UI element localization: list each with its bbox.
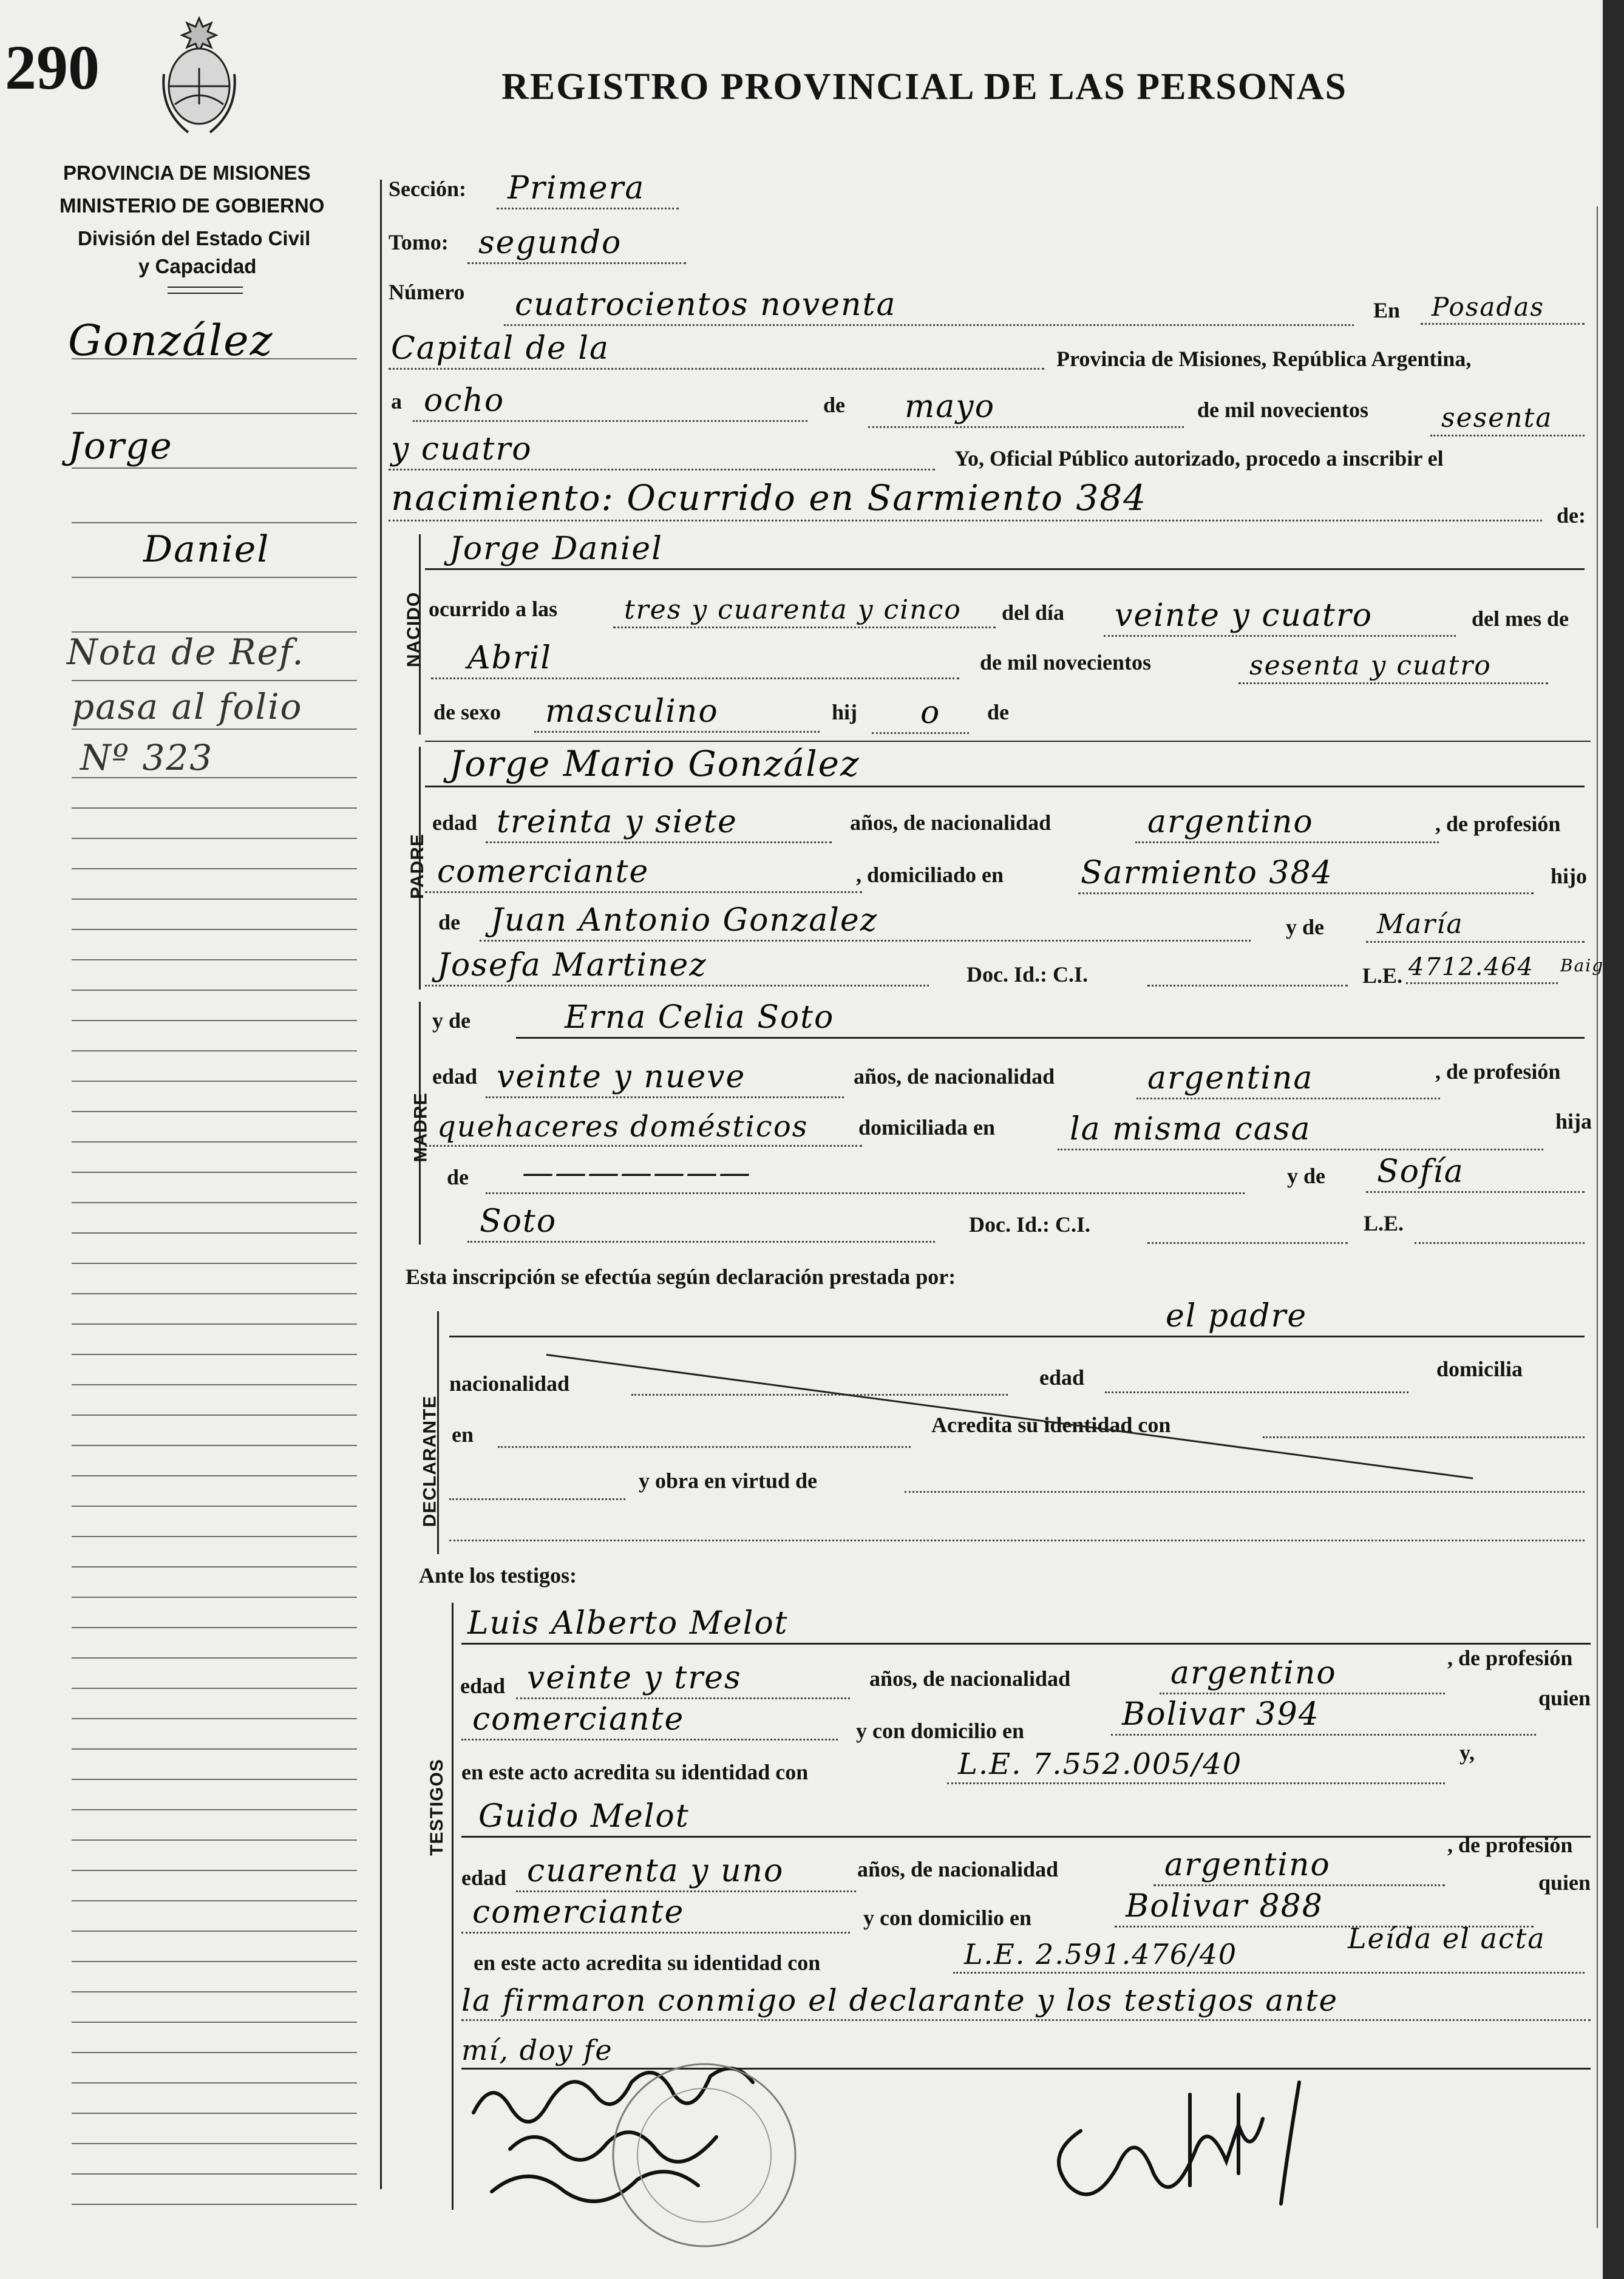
value-padre-madre-2: Josefa Martinez — [437, 947, 707, 983]
label-decl-acredita: Acredita su identidad con — [931, 1413, 1171, 1437]
label-hij: hij — [832, 700, 858, 724]
label-ante-testigos: Ante los testigos: — [419, 1563, 577, 1588]
value-padre-madre-1: María — [1377, 909, 1464, 940]
value-nacido-nombre: Jorge Daniel — [449, 531, 663, 567]
field-cierre-2 — [461, 1985, 1591, 2021]
label-tomo: Tomo: — [389, 230, 449, 254]
label-a: a — [391, 389, 402, 413]
label-madre-doc: Doc. Id.: C.I. — [969, 1212, 1091, 1237]
field-madre-nac — [1136, 1060, 1440, 1099]
label-t1-y: y, — [1459, 1741, 1475, 1765]
label-t1-prof: , de profesión — [1447, 1646, 1573, 1670]
document-title: REGISTRO PROVINCIAL DE LAS PERSONAS — [501, 66, 1347, 107]
field-madre-madre-1 — [1366, 1153, 1585, 1193]
value-padre-le-suffix: Baig — [1560, 956, 1605, 976]
margin-surname: González — [68, 316, 274, 365]
value-sexo: masculino — [545, 693, 719, 730]
margin-note-3: Nº 323 — [80, 737, 214, 778]
nacido-bottom-rule — [425, 741, 1591, 742]
field-madre-nombre — [516, 999, 1585, 1039]
field-anio-2 — [389, 431, 935, 470]
label-nacido: NACIDO — [404, 591, 424, 668]
label-madre-le: L.E. — [1364, 1211, 1404, 1235]
label-del-dia: del día — [1002, 600, 1065, 625]
label-t2-prof: , de profesión — [1447, 1833, 1573, 1857]
value-madre-padre: ——————— — [522, 1155, 752, 1191]
label-padre-doc: Doc. Id.: C.I. — [967, 962, 1089, 987]
value-en: Posadas — [1432, 292, 1544, 322]
field-padre-le — [1406, 948, 1558, 984]
label-padre-de: de — [438, 910, 460, 934]
margin-name-1: Jorge — [68, 425, 173, 467]
field-padre-madre-2 — [425, 947, 929, 987]
label-t1-anios: años, de nacionalidad — [869, 1666, 1071, 1691]
label-decl-en: en — [452, 1422, 474, 1447]
value-t2-prof: comerciante — [472, 1894, 685, 1931]
label-padre-hijo: hijo — [1551, 864, 1588, 888]
label-decl-nacionalidad: nacionalidad — [449, 1371, 570, 1396]
label-madre-dom: domiciliada en — [858, 1115, 996, 1140]
label-en: En — [1373, 298, 1401, 322]
label-decl-domicilia: domicilia — [1436, 1357, 1523, 1381]
field-declarante — [449, 1298, 1585, 1337]
label-del-mes: del mes de — [1472, 606, 1569, 631]
field-t1-dom — [1111, 1696, 1536, 1736]
field-decl-en — [498, 1412, 911, 1448]
value-hora: tres y cuarenta y cinco — [624, 594, 962, 625]
field-t1-edad — [516, 1660, 850, 1699]
value-cierre-2: la firmaron conmigo el declarante y los testigos ante — [461, 1983, 1339, 2018]
label-ocurrido: ocurrido a las — [429, 597, 557, 621]
label-madre-prof: , de profesión — [1435, 1059, 1561, 1084]
field-dia-nac — [1104, 597, 1456, 637]
field-en — [1421, 289, 1585, 325]
field-t1-doc — [947, 1748, 1445, 1784]
value-padre-nac: argentino — [1147, 804, 1314, 840]
label-de-colon: de: — [1557, 503, 1586, 528]
field-madre-ci — [1147, 1208, 1348, 1244]
value-t2-nac: argentino — [1164, 1847, 1331, 1883]
value-mes-nac: Abril — [467, 640, 552, 676]
label-padre-anios: años, de nacionalidad — [850, 810, 1052, 835]
field-t2-edad — [516, 1853, 856, 1892]
field-t2-nombre — [461, 1798, 1591, 1838]
coat-of-arms — [151, 13, 248, 141]
value-madre-prof: quehaceres domésticos — [437, 1110, 809, 1144]
label-madre: MADRE — [410, 1092, 431, 1163]
value-hij: o — [920, 695, 941, 731]
value-cierre-3: mí, doy fe — [461, 2034, 613, 2067]
value-madre-madre-2: Soto — [480, 1203, 557, 1240]
margin-name-2: Daniel — [143, 528, 270, 571]
office-division: División del Estado Civil — [78, 227, 311, 250]
value-anio-1: sesenta — [1441, 402, 1553, 433]
value-t2-dom: Bolivar 888 — [1126, 1888, 1323, 1924]
field-numero — [504, 287, 1354, 326]
signature-block — [461, 2058, 1591, 2252]
label-t2-quien: quien — [1538, 1870, 1591, 1895]
field-capital — [389, 330, 1044, 370]
label-provincia: Provincia de Misiones, República Argentina, — [1056, 347, 1472, 371]
value-inscribir: nacimiento: Ocurrido en Sarmiento 384 — [391, 477, 1147, 518]
label-madre-y-de-2: y de — [1287, 1164, 1325, 1188]
field-hij — [872, 695, 969, 734]
label-testigos: TESTIGOS — [426, 1759, 447, 1856]
field-seccion — [497, 170, 679, 209]
value-tomo: segundo — [478, 225, 622, 261]
value-anio-2: y cuatro — [391, 431, 532, 467]
value-t2-doc: L.E. 2.591.476/40 — [964, 1938, 1238, 1971]
label-declarante: DECLARANTE — [420, 1395, 440, 1527]
office-capacity: y Capacidad — [138, 255, 257, 277]
field-decl-extra — [449, 1506, 1585, 1541]
label-t1-dom: y con domicilio en — [856, 1719, 1024, 1743]
margin-note-2: pasa al folio — [72, 686, 303, 727]
value-t1-nombre: Luis Alberto Melot — [467, 1605, 789, 1642]
field-padre-madre-1 — [1366, 907, 1585, 943]
field-sexo — [534, 693, 820, 733]
label-t1-acredita: en este acto acredita su identidad con — [461, 1760, 809, 1784]
label-padre-le: L.E. — [1362, 963, 1403, 988]
field-t2-prof — [461, 1894, 850, 1934]
value-madre-nac: argentina — [1147, 1060, 1314, 1096]
value-capital: Capital de la — [391, 330, 610, 367]
value-madre-madre-1: Sofía — [1377, 1153, 1464, 1190]
label-yo: Yo, Oficial Público autorizado, procedo a inscribir el — [954, 446, 1444, 470]
value-padre-le: 4712.464 — [1408, 953, 1534, 981]
field-decl-edad — [1105, 1357, 1408, 1393]
value-dia: ocho — [424, 382, 505, 419]
entry-number: 290 — [5, 33, 100, 103]
value-t1-doc: L.E. 7.552.005/40 — [958, 1747, 1243, 1781]
value-mes: mayo — [905, 389, 995, 425]
field-madre-edad — [486, 1059, 844, 1098]
label-t1-quien: quien — [1538, 1686, 1591, 1710]
label-de-mil-2: de mil novecientos — [980, 650, 1151, 674]
field-decl-acredita — [1263, 1402, 1585, 1438]
field-t1-nombre — [461, 1605, 1591, 1645]
field-anio-nac — [1238, 648, 1548, 684]
label-decl-obra: y obra en virtud de — [639, 1469, 818, 1493]
office-ministry: MINISTERIO DE GOBIERNO — [59, 194, 325, 217]
label-de-mil: de mil novecientos — [1197, 398, 1368, 422]
office-province: PROVINCIA DE MISIONES — [63, 161, 311, 184]
value-anio-nac: sesenta y cuatro — [1249, 650, 1492, 681]
field-decl-obra — [905, 1457, 1585, 1493]
field-t1-nac — [1160, 1655, 1445, 1694]
office-divider — [168, 287, 243, 288]
label-madre-edad: edad — [432, 1064, 478, 1089]
field-padre-prof — [425, 854, 862, 893]
label-padre-dom: , domiciliado en — [856, 863, 1004, 887]
margin-note-1: Nota de Ref. — [67, 631, 305, 673]
field-madre-padre — [486, 1155, 1245, 1194]
label-numero: Número — [389, 280, 465, 304]
field-madre-madre-2 — [467, 1203, 935, 1243]
field-madre-dom — [1058, 1111, 1543, 1150]
field-tomo — [467, 225, 686, 264]
field-dia — [413, 382, 807, 422]
label-de-sexo-de: de — [987, 700, 1009, 724]
value-t2-nombre: Guido Melot — [478, 1798, 690, 1835]
field-padre-edad — [486, 804, 832, 843]
value-numero: cuatrocientos noventa — [515, 287, 897, 323]
field-t2-nac — [1153, 1847, 1445, 1886]
field-inscribir — [389, 477, 1542, 521]
value-padre-prof: comerciante — [437, 854, 650, 890]
field-padre-nombre — [425, 743, 1585, 787]
value-t1-dom: Bolivar 394 — [1122, 1696, 1320, 1733]
signature-oficial — [1059, 2082, 1299, 2204]
main-frame-left — [380, 180, 382, 2189]
value-t1-prof: comerciante — [472, 1701, 685, 1737]
field-t1-prof — [461, 1701, 838, 1741]
field-anio-1 — [1430, 401, 1585, 436]
label-t1-edad: edad — [460, 1674, 506, 1698]
testigos-bracket — [452, 1603, 454, 2210]
value-t1-edad: veinte y tres — [527, 1660, 742, 1696]
label-padre-prof: , de profesión — [1435, 812, 1561, 836]
label-t2-dom: y con domicilio en — [863, 1906, 1031, 1930]
field-padre-padre — [480, 902, 1251, 942]
value-seccion: Primera — [508, 170, 645, 206]
value-madre-dom: la misma casa — [1070, 1111, 1311, 1147]
field-padre-nac — [1135, 804, 1439, 843]
field-madre-le — [1415, 1208, 1585, 1244]
label-esta-inscripcion: Esta inscripción se efectúa según declaración prestada por: — [406, 1265, 956, 1289]
field-mes — [868, 389, 1184, 428]
label-madre-y-de: y de — [432, 1008, 471, 1033]
main-frame-right — [1597, 206, 1598, 2228]
value-padre-nombre: Jorge Mario González — [449, 743, 860, 784]
label-t2-edad: edad — [461, 1866, 507, 1890]
label-madre-de: de — [447, 1165, 469, 1189]
label-padre-edad: edad — [432, 810, 478, 835]
field-padre-dom — [1078, 855, 1534, 894]
value-padre-dom: Sarmiento 384 — [1081, 855, 1333, 891]
label-t2-anios: años, de nacionalidad — [857, 1857, 1059, 1881]
field-hora — [613, 593, 996, 628]
value-padre-padre: Juan Antonio Gonzalez — [491, 902, 878, 939]
label-seccion: Sección: — [389, 177, 466, 201]
label-padre-y-de: y de — [1286, 915, 1324, 939]
value-t2-edad: cuarenta y uno — [527, 1853, 784, 1889]
field-padre-ci — [1147, 951, 1348, 987]
value-dia-nac: veinte y cuatro — [1115, 597, 1373, 634]
value-madre-edad: veinte y nueve — [497, 1059, 746, 1095]
field-madre-prof — [425, 1111, 862, 1147]
label-decl-edad: edad — [1039, 1365, 1085, 1390]
value-cierre-1: Leída el acta — [1348, 1922, 1546, 1955]
label-madre-anios: años, de nacionalidad — [854, 1064, 1055, 1089]
value-declarante: el padre — [1166, 1298, 1308, 1334]
office-divider-2 — [168, 293, 243, 294]
field-nacido-nombre — [425, 531, 1585, 570]
value-padre-edad: treinta y siete — [497, 804, 738, 840]
label-madre-hija: hija — [1555, 1109, 1592, 1133]
field-decl-obra-a — [449, 1464, 625, 1500]
label-padre: PADRE — [407, 834, 427, 899]
label-t2-acredita: en este acto acredita su identidad con — [474, 1951, 821, 1975]
label-de-sexo: de sexo — [433, 700, 501, 724]
field-mes-nac — [431, 640, 959, 679]
value-madre-nombre: Erna Celia Soto — [565, 999, 835, 1036]
label-de: de — [823, 393, 845, 417]
value-t1-nac: argentino — [1170, 1655, 1337, 1691]
